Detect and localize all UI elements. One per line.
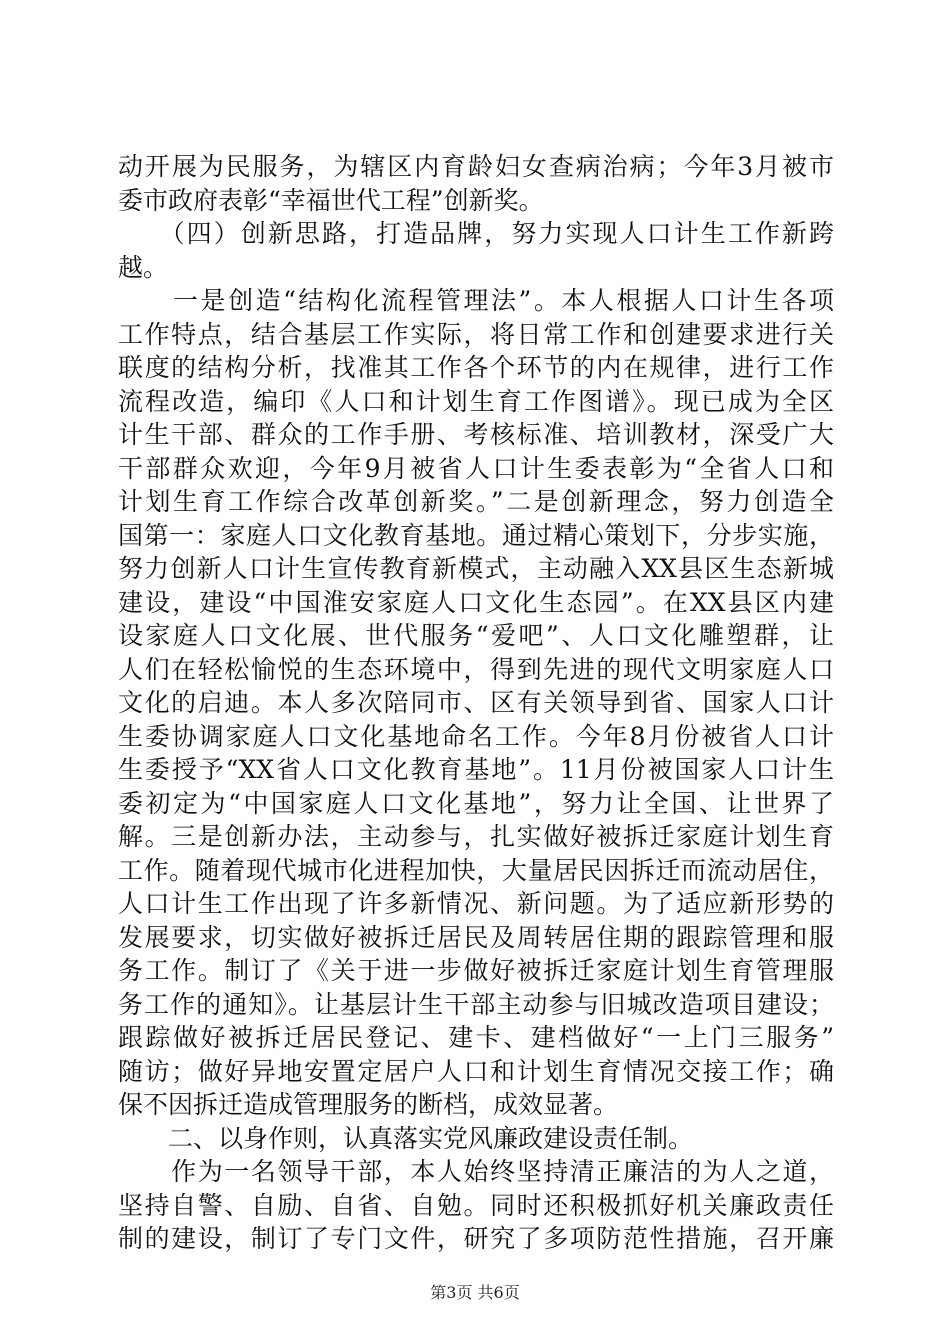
text-line: 制的建设，制订了专门文件，研究了多项防范性措施，召开廉 bbox=[118, 1224, 834, 1253]
text-line: 设家庭人口文化展、世代服务“爱吧”、人口文化雕塑群，让 bbox=[118, 621, 834, 650]
text-line: 随访；做好异地安置定居户人口和计划生育情况交接工作；确 bbox=[118, 1056, 834, 1086]
document-body bbox=[118, 150, 834, 1256]
text-line: 发展要求，切实做好被拆迁居民及周转居住期的跟踪管理和服 bbox=[118, 922, 834, 952]
text-line: 生委授予“XX省人口文化教育基地”。11月份被国家人口计生 bbox=[118, 755, 834, 784]
text-line: 生委协调家庭人口文化基地命名工作。今年8月份被省人口计 bbox=[118, 721, 834, 751]
text-line: 计划生育工作综合改革创新奖。”二是创新理念，努力创造全 bbox=[118, 487, 834, 516]
text-line: 二、以身作则，认真落实党风廉政建设责任制。 bbox=[118, 1123, 694, 1153]
text-line: 国第一：家庭人口文化教育基地。通过精心策划下，分步实施， bbox=[118, 520, 834, 550]
text-line: 文化的启迪。本人多次陪同市、区有关领导到省、国家人口计 bbox=[118, 688, 834, 717]
text-line: 作为一名领导干部，本人始终坚持清正廉洁的为人之道， bbox=[118, 1157, 834, 1186]
text-line: 人口计生工作出现了许多新情况、新问题。为了适应新形势的 bbox=[118, 889, 834, 918]
text-line: 人们在轻松愉悦的生态环境中，得到先进的现代文明家庭人口 bbox=[118, 654, 834, 684]
page-footer: 第3页 共6页 bbox=[430, 1283, 520, 1302]
text-line: 工作特点，结合基层工作实际，将日常工作和创建要求进行关 bbox=[118, 319, 834, 349]
text-line: 务工作。制订了《关于进一步做好被拆迁家庭计划生育管理服 bbox=[118, 956, 834, 985]
text-line: 干部群众欢迎，今年9月被省人口计生委表彰为“全省人口和 bbox=[118, 453, 834, 483]
text-line: 解。三是创新办法，主动参与，扎实做好被拆迁家庭计划生育 bbox=[118, 822, 834, 851]
text-line: 流程改造，编印《人口和计划生育工作图谱》。现已成为全区 bbox=[118, 386, 834, 416]
text-line: 动开展为民服务，为辖区内育龄妇女查病治病；今年3月被市 bbox=[118, 152, 834, 181]
text-line: 保不因拆迁造成管理服务的断档，成效显著。 bbox=[118, 1090, 619, 1119]
text-line: 越。 bbox=[118, 252, 169, 282]
text-line: 努力创新人口计生宣传教育新模式，主动融入XX县区生态新城 bbox=[118, 554, 834, 583]
text-line: 建设，建设“中国淮安家庭人口文化生态园”。在XX县区内建 bbox=[118, 587, 834, 617]
text-line: 联度的结构分析，找准其工作各个环节的内在规律，进行工作 bbox=[118, 353, 834, 382]
text-line: （四）创新思路，打造品牌，努力实现人口计生工作新跨 bbox=[118, 219, 834, 248]
text-line: 计生干部、群众的工作手册、考核标准、培训教材，深受广大 bbox=[118, 420, 834, 449]
text-line: 跟踪做好被拆迁居民登记、建卡、建档做好“一上门三服务” bbox=[118, 1023, 834, 1052]
text-line: 委市政府表彰“幸福世代工程”创新奖。 bbox=[118, 185, 544, 215]
text-line: 工作。随着现代城市化进程加快，大量居民因拆迁而流动居住， bbox=[118, 855, 834, 885]
text-line: 一是创造“结构化流程管理法”。本人根据人口计生各项 bbox=[118, 286, 834, 315]
text-line: 坚持自警、自励、自省、自勉。同时还积极抓好机关廉政责任 bbox=[118, 1190, 834, 1220]
text-line: 务工作的通知》。让基层计生干部主动参与旧城改造项目建设； bbox=[118, 989, 834, 1019]
text-line: 委初定为“中国家庭人口文化基地”，努力让全国、让世界了 bbox=[118, 788, 834, 818]
